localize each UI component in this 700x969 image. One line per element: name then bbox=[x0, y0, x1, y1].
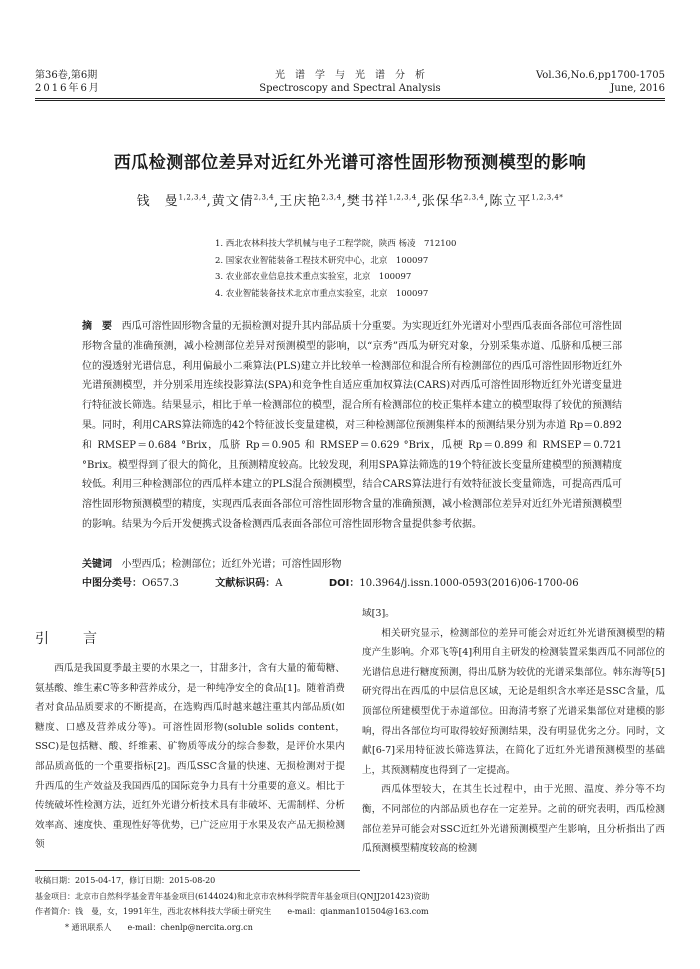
doi-value: 10.3964/j.issn.1000-0593(2016)06-1700-06 bbox=[359, 578, 579, 589]
paper-title: 西瓜检测部位差异对近红外光谱可溶性固形物预测模型的影响 bbox=[113, 153, 587, 173]
author-affiliation-marks: 2,3,4 bbox=[321, 193, 342, 202]
abstract-text: 西瓜可溶性固形物含量的无损检测对提升其内部品质十分重要。为实现近红外光谱对小型西瓜表面各部位可溶性固形物含量的准确预测，减小检测部位差异对预测模型的影响，以“京秀”西瓜为研究对象，分别采集赤道、瓜脐和瓜梗三部位的漫透射光谱信息，利用偏最小二乘算法(PLS)建立并比较单一检测部位和混合所有检测部位的西瓜可溶性固形物近红外光谱预测模型，并分别采用连续投影算法(SPA)和竞争性自适应重加权算法(CARS)对西瓜可溶性固形物近红外光谱变量进行特征波长筛选。结果显示，相比于单一检测部位的模型，混合所有检测部位的校正集样本建立的模型取得了较优的预测结果。同时，利用CARS算法筛选的42个特征波长变量建模，对三种检测部位预测集样本的预测结果分别为赤道 Rp＝0.892 和 RMSEP＝0.684 °Brix，瓜脐 Rp＝0.905 和 RMSEP＝0.629 °Brix，瓜梗 Rp＝0.899 和 RMSEP＝0.721 °Brix。模型得到了很大的简化，且预测精度较高。比较发现，利用SPA算法筛选的19个特征波长变量所建模型的预测精度较低。利用三种检测部位的西瓜样本建立的PLS混合预测模型，结合CARS算法进行有效特征波长变量筛选，可提高西瓜可溶性固形物预测模型的精度，实现西瓜表面各部位可溶性固形物含量的准确预测，减小检测部位差异对近红外光谱预测模型的影响。结果为今后开发便携式设备检测西瓜表面各部位可溶性固形物含量提供参考依据。 bbox=[82, 321, 622, 530]
footnote-author-intro: 作者简介：钱 曼，女，1991年生，西北农林科技大学硕士研究生 e-mail：qianman101504@163.com bbox=[35, 907, 429, 916]
affiliation-item: 4. 农业智能装备技术北京市重点实验室，北京 100097 bbox=[215, 288, 429, 299]
author-affiliation-marks: 1,2,3,4 bbox=[388, 193, 417, 202]
header-rule-2 bbox=[35, 100, 665, 101]
section-heading-introduction: 引 言 bbox=[35, 631, 107, 647]
keywords-label: 关键词 bbox=[82, 559, 112, 570]
doc-code-value: A bbox=[275, 578, 283, 589]
footnotes bbox=[35, 873, 430, 935]
author-name: 黄文倩$^{2,3,4}$ bbox=[211, 193, 275, 209]
right-column-paragraph: 相关研究显示，检测部位的差异可能会对近红外光谱预测模型的精度产生影响。介邓飞等[4]利用自主研发的检测装置采集西瓜不同部位的光谱信息进行糖度预测，得出瓜脐为较优的光谱采集部位。韩东海等[5]研究得出在西瓜的中层信息区域，无论是组织含水率还是SSC含量，瓜顶部位所建模型优于赤道部位。田海清考察了光谱采集部位对建模的影响，得出各部位均可取得较好预测结果，没有明显优劣之分。同时，文献[6-7]采用特征波长筛选算法，在简化了近红外光谱预测模型的基础上，其预测精度也得到了一定提高。 bbox=[362, 627, 665, 776]
author-separator: , bbox=[341, 194, 347, 209]
author-separator: , bbox=[416, 194, 422, 209]
header-rule bbox=[35, 98, 665, 99]
footnote-received: 收稿日期：2015-04-17，修订日期：2015-08-20 bbox=[35, 876, 216, 885]
clc-value: O657.3 bbox=[142, 578, 179, 589]
author-name: 陈立平$^{1,2,3,4*}$ bbox=[489, 193, 564, 209]
footnote-fund: 基金项目：北京市自然科学基金青年基金项目(6144024)和北京市农林科学院青年基金项目(QNJJ201423)资助 bbox=[35, 891, 430, 901]
author-separator: , bbox=[274, 194, 280, 209]
journal-pages: Vol.36,No.6,pp1700-1705 bbox=[536, 70, 665, 81]
author-name: 张保华$^{2,3,4}$ bbox=[421, 193, 485, 209]
journal-name-cn: 光 谱 学 与 光 谱 分 析 bbox=[275, 70, 425, 81]
footnote-contact: * 通讯联系人 e-mail：chenlp@nercita.org.cn bbox=[65, 922, 253, 932]
author-name: 钱 曼$^{1,2,3,4}$ bbox=[136, 193, 207, 209]
journal-date: 2016年6月 bbox=[35, 83, 101, 94]
left-column-text: 西瓜是我国夏季最主要的水果之一，甘甜多汁，含有大量的葡萄糖、氨基酸、维生素C等多种营养成分，是一种纯净安全的食品[1]。随着消费者对食品品质要求的不断提高，在选购西瓜时越来越注重其内部品质(如糖度、口感及营养成分等)。可溶性固形物(soluble solids content，SSC)是包括糖、酸、纤维素、矿物质等成分的综合参数，是评价水果内部品质高低的一个重要指标[2]。西瓜SSC含量的快速、无损检测对于提升西瓜的生产效益及我国西瓜的国际竞争力具有十分重要的意义。相比于传统破坏性检测方法，近红外光谱分析技术具有非破坏、无需制样、分析效率高、速度快、重现性好等优势，已广泛应用于水果及农产品无损检测领 bbox=[35, 663, 345, 851]
author-list bbox=[0, 190, 700, 209]
affiliation-item: 3. 农业部农业信息技术重点实验室，北京 100097 bbox=[215, 272, 412, 282]
journal-month-year: June, 2016 bbox=[610, 83, 665, 94]
affiliation-list bbox=[215, 236, 456, 302]
right-column-paragraph: 域[3]。 bbox=[362, 608, 395, 619]
abstract bbox=[82, 317, 622, 535]
doc-code-label: 文献标识码： bbox=[215, 578, 276, 589]
author-separator: , bbox=[206, 194, 212, 209]
footnote-rule bbox=[35, 870, 360, 871]
journal-volume-issue: 第36卷,第6期 bbox=[35, 70, 98, 81]
right-column bbox=[362, 604, 665, 859]
doi-label: DOI： bbox=[328, 578, 360, 589]
author-name: 王庆艳$^{2,3,4}$ bbox=[279, 193, 342, 209]
author-affiliation-marks: 1,2,3,4* bbox=[531, 193, 564, 202]
author-separator: , bbox=[484, 194, 490, 209]
affiliation-item: 2. 国家农业智能装备工程技术研究中心，北京 100097 bbox=[215, 255, 429, 266]
clc-label: 中图分类号： bbox=[82, 578, 142, 589]
author-name: 樊书祥$^{1,2,3,4}$ bbox=[346, 193, 417, 209]
author-affiliation-marks: 2,3,4 bbox=[463, 193, 485, 202]
right-column-paragraph: 西瓜体型较大，在其生长过程中，由于光照、温度、养分等不均衡，不同部位的内部品质也存在一定差异。之前的研究表明，西瓜检测部位差异可能会对SSC近红外光谱预测模型产生影响，且分析指出了西瓜预测模型精度较高的检测 bbox=[362, 784, 665, 855]
author-affiliation-marks: 1,2,3,4 bbox=[178, 193, 207, 202]
journal-name-en: Spectroscopy and Spectral Analysis bbox=[259, 83, 441, 94]
keywords bbox=[82, 558, 342, 572]
abstract-label: 摘 要 bbox=[82, 321, 113, 332]
author-affiliation-marks: 2,3,4 bbox=[253, 193, 275, 202]
keywords-text: 小型西瓜；检测部位；近红外光谱；可溶性固形物 bbox=[121, 559, 342, 570]
affiliation-item: 1. 西北农林科技大学机械与电子工程学院，陕西 杨凌 712100 bbox=[215, 239, 457, 249]
classification-line bbox=[82, 577, 579, 591]
